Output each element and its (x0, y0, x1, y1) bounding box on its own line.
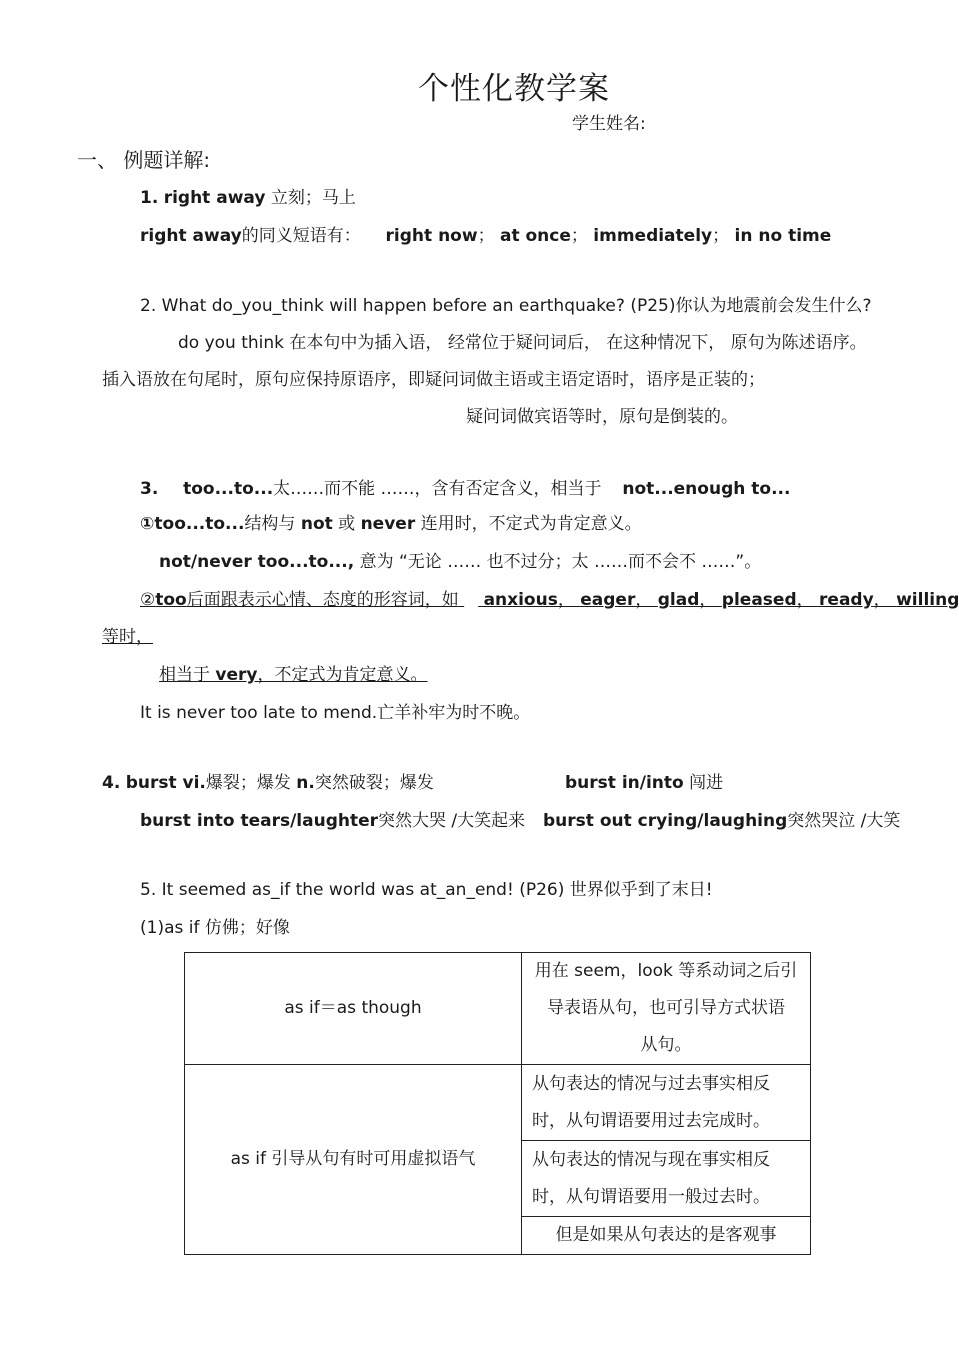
student-name-label: 学生姓名: (572, 114, 646, 134)
sub2-text: 后面跟表示心情、态度的形容词，如 (186, 590, 459, 610)
item3-sub2b (159, 664, 427, 686)
sub1-text-end: 连用时，不定式为肯定意义。 (420, 514, 642, 534)
synonym: immediately (593, 226, 713, 246)
item5-sentence: 5. It seemed as_if the world was at_an_end! (P26) 世界似乎到了末日! (140, 880, 713, 900)
cell-as-if-as-though: as if＝as though (185, 953, 522, 1065)
phrase3-cn: 突然哭泣 /大笑 (787, 811, 901, 831)
item2-note2: 插入语放在句尾时，原句应保持原语序，即疑问词做主语或主语定语时，语序是正装的； (102, 370, 765, 390)
item4-word: burst vi. (125, 773, 206, 793)
adjective: anxious (483, 590, 558, 610)
present-contrary-line: 从句表达的情况与现在事实相反 (532, 1149, 770, 1170)
past-contrary-line: 时，从句谓语要用过去完成时。 (532, 1110, 770, 1131)
item4-phrase1 (565, 772, 723, 794)
section-heading: 一、 例题详解: (77, 148, 211, 172)
item2-sentence: 2. What do_you_think will happen before an earthquake? (P25)你认为地震前会发生什么? (140, 296, 872, 316)
item1-syn-label-en: right away (140, 226, 242, 246)
cell-usage (522, 953, 811, 1065)
item2-note3: 疑问词做宾语等时，原句是倒装的。 (466, 407, 738, 427)
item4-pos-n: n. (296, 773, 315, 793)
sub2b-text: 相当于 (159, 665, 210, 685)
sub1-not: not (300, 514, 333, 534)
sub1-or: 或 (338, 514, 356, 534)
sub1b-phrase: not/never too...to..., (159, 552, 355, 572)
phrase1-en: burst in/into (565, 773, 684, 793)
item1-line (140, 187, 356, 209)
cell-past-contrary (522, 1065, 811, 1141)
as-if-table (184, 952, 811, 1255)
synonym: right now (385, 226, 478, 246)
phrase2-en: burst into tears/laughter (140, 811, 379, 831)
synonym: in no time (734, 226, 832, 246)
item4-phrase3 (543, 810, 900, 832)
item3-sub2: ②too后面跟表示心情、态度的形容词，如 anxious， eager， glad， pleased， ready， willing (140, 590, 959, 610)
item3-line (140, 478, 790, 500)
item3-phrase: too...to... (183, 479, 274, 499)
cell-objective-fact (522, 1217, 811, 1255)
item4-meaning2: 突然破裂；爆发 (314, 773, 434, 793)
usage-line: 导表语从句，也可引导方式状语 (547, 998, 785, 1018)
item1-phrase: right away (163, 188, 266, 208)
sub2-too: too (155, 590, 187, 610)
adjective: eager (580, 590, 636, 610)
phrase2-cn: 突然大哭 /大笑起来 (378, 811, 526, 831)
sub1-phrase: ①too...to... (140, 514, 245, 534)
item3-desc: 太……而不能 ……，含有否定含义，相当于 (273, 479, 602, 499)
item3-number: 3. (140, 479, 159, 499)
item3-sub2-etc: 等时， (102, 627, 153, 647)
sub2-marker: ② (140, 590, 156, 610)
item3-sub1 (140, 513, 642, 535)
cell-present-contrary (522, 1141, 811, 1217)
adjective: pleased (721, 590, 797, 610)
cell-subjunctive: as if 引导从句有时可用虚拟语气 (185, 1065, 522, 1255)
page-title: 个性化教学案 (418, 71, 610, 107)
sub2b-text-end: ，不定式为肯定意义。 (257, 665, 428, 685)
usage-line: 从句。 (640, 1035, 692, 1055)
adjective: willing (896, 590, 959, 610)
item4-line (102, 772, 434, 794)
item4-phrase2 (140, 810, 525, 832)
phrase3-en: burst out crying/laughing (543, 811, 788, 831)
item3-sub1b (159, 551, 761, 573)
synonym: at once (499, 226, 571, 246)
item3-example: It is never too late to mend.亡羊补牢为时不晚。 (140, 703, 531, 723)
sub1b-text: 意为 “无论 …… 也不过分；太 ……而不会不 ……”。 (359, 552, 762, 572)
phrase1-cn: 闯进 (689, 773, 724, 793)
objective-fact-line: 但是如果从句表达的是客观事 (555, 1225, 777, 1245)
sub1-text: 结构与 (244, 514, 296, 534)
item4-meaning1: 爆裂；爆发 (205, 773, 291, 793)
sub1-never: never (360, 514, 416, 534)
item1-number: 1. (140, 188, 159, 208)
item1-syn-label-cn: 的同义短语有： (241, 226, 361, 246)
item1-meaning: 立刻；马上 (270, 188, 356, 208)
adjective: ready (819, 590, 874, 610)
item5-sub: (1)as if 仿佛；好像 (140, 918, 290, 938)
adjective: glad (657, 590, 700, 610)
item1-synonyms-line: right away的同义短语有： right now； at once； immediately； in no time (140, 226, 832, 246)
usage-line: 用在 seem，look 等系动词之后引 (534, 961, 798, 981)
present-contrary-line: 时，从句谓语要用一般过去时。 (532, 1186, 770, 1207)
item2-note1: do you think 在本句中为插入语， 经常位于疑问词后， 在这种情况下， 原句为陈述语序。 (178, 333, 867, 353)
past-contrary-line: 从句表达的情况与过去事实相反 (532, 1073, 770, 1094)
item3-equiv: not...enough to... (622, 479, 791, 499)
sub2b-very: very (215, 665, 258, 685)
item4-number: 4. (102, 773, 121, 793)
